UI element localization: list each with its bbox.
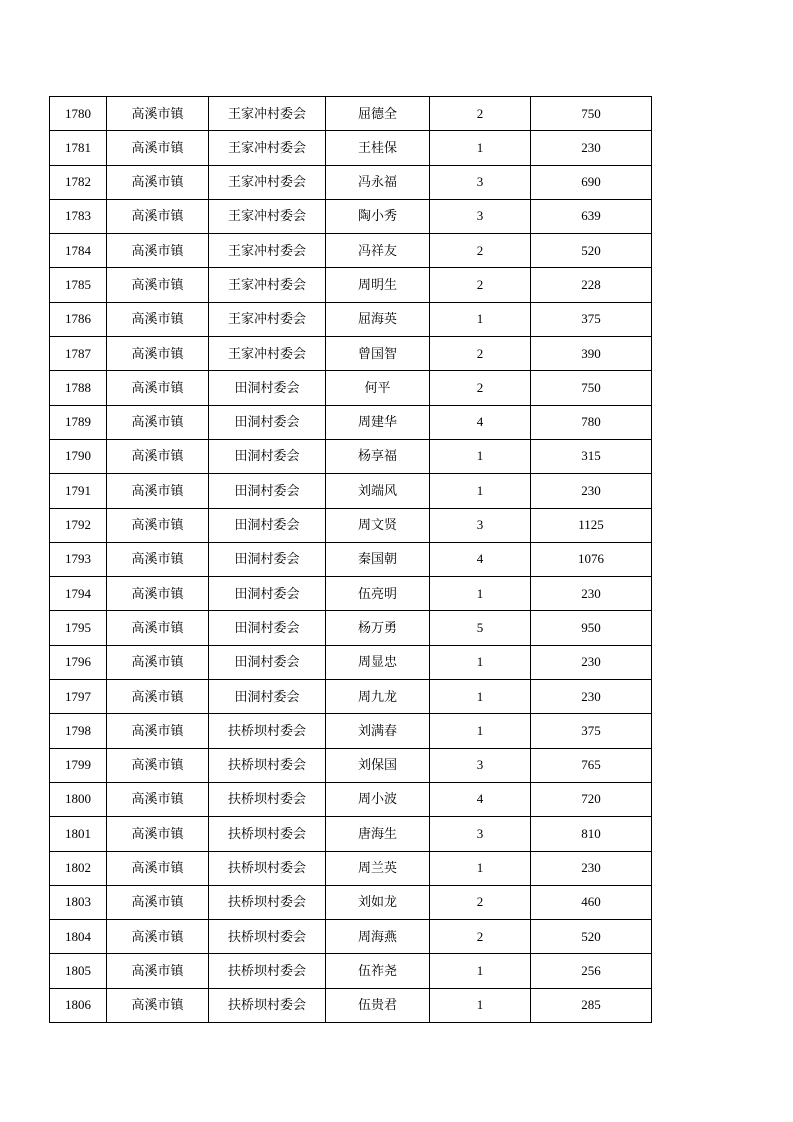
cell-id: 1797 (50, 680, 107, 714)
cell-town: 高溪市镇 (107, 97, 209, 131)
cell-name: 唐海生 (326, 817, 430, 851)
cell-id: 1804 (50, 920, 107, 954)
cell-amount: 950 (531, 611, 652, 645)
cell-count: 3 (430, 817, 531, 851)
cell-name: 周建华 (326, 405, 430, 439)
cell-amount: 256 (531, 954, 652, 988)
cell-village: 田洞村委会 (209, 680, 326, 714)
cell-count: 2 (430, 371, 531, 405)
cell-name: 刘保国 (326, 748, 430, 782)
cell-count: 1 (430, 680, 531, 714)
cell-id: 1781 (50, 131, 107, 165)
cell-town: 高溪市镇 (107, 885, 209, 919)
cell-name: 何平 (326, 371, 430, 405)
cell-town: 高溪市镇 (107, 988, 209, 1022)
cell-name: 冯祥友 (326, 234, 430, 268)
cell-name: 周显忠 (326, 645, 430, 679)
cell-count: 4 (430, 405, 531, 439)
cell-id: 1800 (50, 782, 107, 816)
cell-count: 2 (430, 268, 531, 302)
cell-village: 扶桥坝村委会 (209, 782, 326, 816)
cell-town: 高溪市镇 (107, 234, 209, 268)
table-row (50, 748, 652, 782)
cell-count: 3 (430, 748, 531, 782)
table-row (50, 234, 652, 268)
cell-town: 高溪市镇 (107, 439, 209, 473)
table-row (50, 165, 652, 199)
cell-town: 高溪市镇 (107, 165, 209, 199)
cell-amount: 720 (531, 782, 652, 816)
cell-count: 1 (430, 474, 531, 508)
cell-id: 1780 (50, 97, 107, 131)
cell-amount: 315 (531, 439, 652, 473)
cell-amount: 750 (531, 371, 652, 405)
cell-amount: 765 (531, 748, 652, 782)
cell-village: 田洞村委会 (209, 542, 326, 576)
cell-count: 3 (430, 199, 531, 233)
cell-town: 高溪市镇 (107, 954, 209, 988)
cell-village: 扶桥坝村委会 (209, 988, 326, 1022)
cell-id: 1802 (50, 851, 107, 885)
beneficiary-table (49, 96, 652, 1023)
cell-id: 1806 (50, 988, 107, 1022)
cell-count: 1 (430, 954, 531, 988)
cell-town: 高溪市镇 (107, 131, 209, 165)
table-row (50, 268, 652, 302)
cell-id: 1792 (50, 508, 107, 542)
cell-name: 刘端风 (326, 474, 430, 508)
cell-count: 2 (430, 337, 531, 371)
cell-amount: 230 (531, 680, 652, 714)
table-row (50, 97, 652, 131)
cell-id: 1785 (50, 268, 107, 302)
cell-town: 高溪市镇 (107, 782, 209, 816)
cell-id: 1789 (50, 405, 107, 439)
cell-town: 高溪市镇 (107, 920, 209, 954)
cell-id: 1796 (50, 645, 107, 679)
cell-amount: 230 (531, 645, 652, 679)
cell-village: 田洞村委会 (209, 645, 326, 679)
table-body (50, 97, 652, 1023)
cell-village: 田洞村委会 (209, 474, 326, 508)
cell-name: 秦国朝 (326, 542, 430, 576)
table-row (50, 542, 652, 576)
cell-name: 伍贵君 (326, 988, 430, 1022)
cell-village: 扶桥坝村委会 (209, 748, 326, 782)
cell-count: 1 (430, 439, 531, 473)
cell-amount: 460 (531, 885, 652, 919)
cell-name: 周小波 (326, 782, 430, 816)
cell-count: 1 (430, 988, 531, 1022)
cell-id: 1794 (50, 577, 107, 611)
cell-village: 田洞村委会 (209, 508, 326, 542)
cell-amount: 230 (531, 851, 652, 885)
cell-id: 1798 (50, 714, 107, 748)
cell-town: 高溪市镇 (107, 714, 209, 748)
cell-village: 田洞村委会 (209, 611, 326, 645)
cell-amount: 1125 (531, 508, 652, 542)
table-row (50, 577, 652, 611)
table-row (50, 405, 652, 439)
cell-village: 王家冲村委会 (209, 337, 326, 371)
cell-amount: 230 (531, 577, 652, 611)
cell-village: 王家冲村委会 (209, 97, 326, 131)
table-row (50, 371, 652, 405)
cell-name: 周明生 (326, 268, 430, 302)
cell-town: 高溪市镇 (107, 851, 209, 885)
table-row (50, 851, 652, 885)
cell-town: 高溪市镇 (107, 577, 209, 611)
table-row (50, 474, 652, 508)
cell-town: 高溪市镇 (107, 371, 209, 405)
cell-village: 扶桥坝村委会 (209, 885, 326, 919)
cell-count: 3 (430, 508, 531, 542)
cell-town: 高溪市镇 (107, 680, 209, 714)
cell-count: 1 (430, 131, 531, 165)
cell-town: 高溪市镇 (107, 474, 209, 508)
cell-name: 杨享福 (326, 439, 430, 473)
cell-count: 1 (430, 577, 531, 611)
cell-town: 高溪市镇 (107, 817, 209, 851)
cell-name: 屈海英 (326, 302, 430, 336)
cell-amount: 639 (531, 199, 652, 233)
cell-name: 刘如龙 (326, 885, 430, 919)
cell-town: 高溪市镇 (107, 542, 209, 576)
table-row (50, 439, 652, 473)
cell-village: 扶桥坝村委会 (209, 851, 326, 885)
cell-village: 扶桥坝村委会 (209, 954, 326, 988)
cell-name: 周海燕 (326, 920, 430, 954)
table-row (50, 645, 652, 679)
cell-id: 1793 (50, 542, 107, 576)
cell-name: 伍亮明 (326, 577, 430, 611)
table-row (50, 714, 652, 748)
table-row (50, 611, 652, 645)
cell-id: 1784 (50, 234, 107, 268)
cell-town: 高溪市镇 (107, 302, 209, 336)
table-row (50, 302, 652, 336)
cell-name: 杨万勇 (326, 611, 430, 645)
cell-name: 刘满春 (326, 714, 430, 748)
table-row (50, 988, 652, 1022)
cell-village: 王家冲村委会 (209, 234, 326, 268)
cell-amount: 810 (531, 817, 652, 851)
cell-name: 周九龙 (326, 680, 430, 714)
table-row (50, 508, 652, 542)
cell-name: 屈德全 (326, 97, 430, 131)
cell-id: 1805 (50, 954, 107, 988)
cell-town: 高溪市镇 (107, 268, 209, 302)
cell-town: 高溪市镇 (107, 748, 209, 782)
cell-village: 王家冲村委会 (209, 131, 326, 165)
cell-count: 5 (430, 611, 531, 645)
cell-village: 田洞村委会 (209, 577, 326, 611)
cell-village: 王家冲村委会 (209, 268, 326, 302)
table-row (50, 885, 652, 919)
cell-count: 2 (430, 920, 531, 954)
cell-amount: 375 (531, 714, 652, 748)
cell-count: 1 (430, 714, 531, 748)
cell-amount: 520 (531, 234, 652, 268)
cell-count: 4 (430, 782, 531, 816)
cell-id: 1791 (50, 474, 107, 508)
cell-name: 曾国智 (326, 337, 430, 371)
cell-village: 扶桥坝村委会 (209, 714, 326, 748)
cell-name: 伍祚尧 (326, 954, 430, 988)
cell-name: 陶小秀 (326, 199, 430, 233)
cell-id: 1799 (50, 748, 107, 782)
cell-id: 1788 (50, 371, 107, 405)
cell-id: 1801 (50, 817, 107, 851)
cell-village: 王家冲村委会 (209, 165, 326, 199)
cell-town: 高溪市镇 (107, 508, 209, 542)
cell-count: 4 (430, 542, 531, 576)
cell-name: 周兰英 (326, 851, 430, 885)
cell-name: 周文贤 (326, 508, 430, 542)
cell-amount: 750 (531, 97, 652, 131)
cell-id: 1782 (50, 165, 107, 199)
cell-amount: 230 (531, 131, 652, 165)
cell-id: 1803 (50, 885, 107, 919)
table-row (50, 131, 652, 165)
cell-amount: 228 (531, 268, 652, 302)
cell-town: 高溪市镇 (107, 337, 209, 371)
cell-amount: 520 (531, 920, 652, 954)
cell-count: 2 (430, 885, 531, 919)
cell-village: 田洞村委会 (209, 371, 326, 405)
cell-town: 高溪市镇 (107, 611, 209, 645)
cell-count: 3 (430, 165, 531, 199)
cell-name: 冯永福 (326, 165, 430, 199)
table-row (50, 920, 652, 954)
cell-village: 扶桥坝村委会 (209, 817, 326, 851)
cell-amount: 285 (531, 988, 652, 1022)
cell-id: 1787 (50, 337, 107, 371)
cell-village: 扶桥坝村委会 (209, 920, 326, 954)
cell-id: 1783 (50, 199, 107, 233)
cell-count: 1 (430, 645, 531, 679)
data-table-container (49, 96, 645, 1023)
cell-town: 高溪市镇 (107, 405, 209, 439)
cell-id: 1790 (50, 439, 107, 473)
table-row (50, 817, 652, 851)
table-row (50, 782, 652, 816)
cell-amount: 375 (531, 302, 652, 336)
table-row (50, 680, 652, 714)
cell-village: 王家冲村委会 (209, 302, 326, 336)
cell-amount: 690 (531, 165, 652, 199)
cell-amount: 230 (531, 474, 652, 508)
cell-village: 田洞村委会 (209, 439, 326, 473)
cell-village: 田洞村委会 (209, 405, 326, 439)
cell-amount: 1076 (531, 542, 652, 576)
cell-count: 2 (430, 97, 531, 131)
cell-count: 1 (430, 302, 531, 336)
cell-town: 高溪市镇 (107, 199, 209, 233)
cell-count: 2 (430, 234, 531, 268)
cell-amount: 780 (531, 405, 652, 439)
table-row (50, 337, 652, 371)
cell-amount: 390 (531, 337, 652, 371)
table-row (50, 199, 652, 233)
cell-id: 1795 (50, 611, 107, 645)
cell-count: 1 (430, 851, 531, 885)
cell-id: 1786 (50, 302, 107, 336)
table-row (50, 954, 652, 988)
cell-town: 高溪市镇 (107, 645, 209, 679)
cell-village: 王家冲村委会 (209, 199, 326, 233)
cell-name: 王桂保 (326, 131, 430, 165)
